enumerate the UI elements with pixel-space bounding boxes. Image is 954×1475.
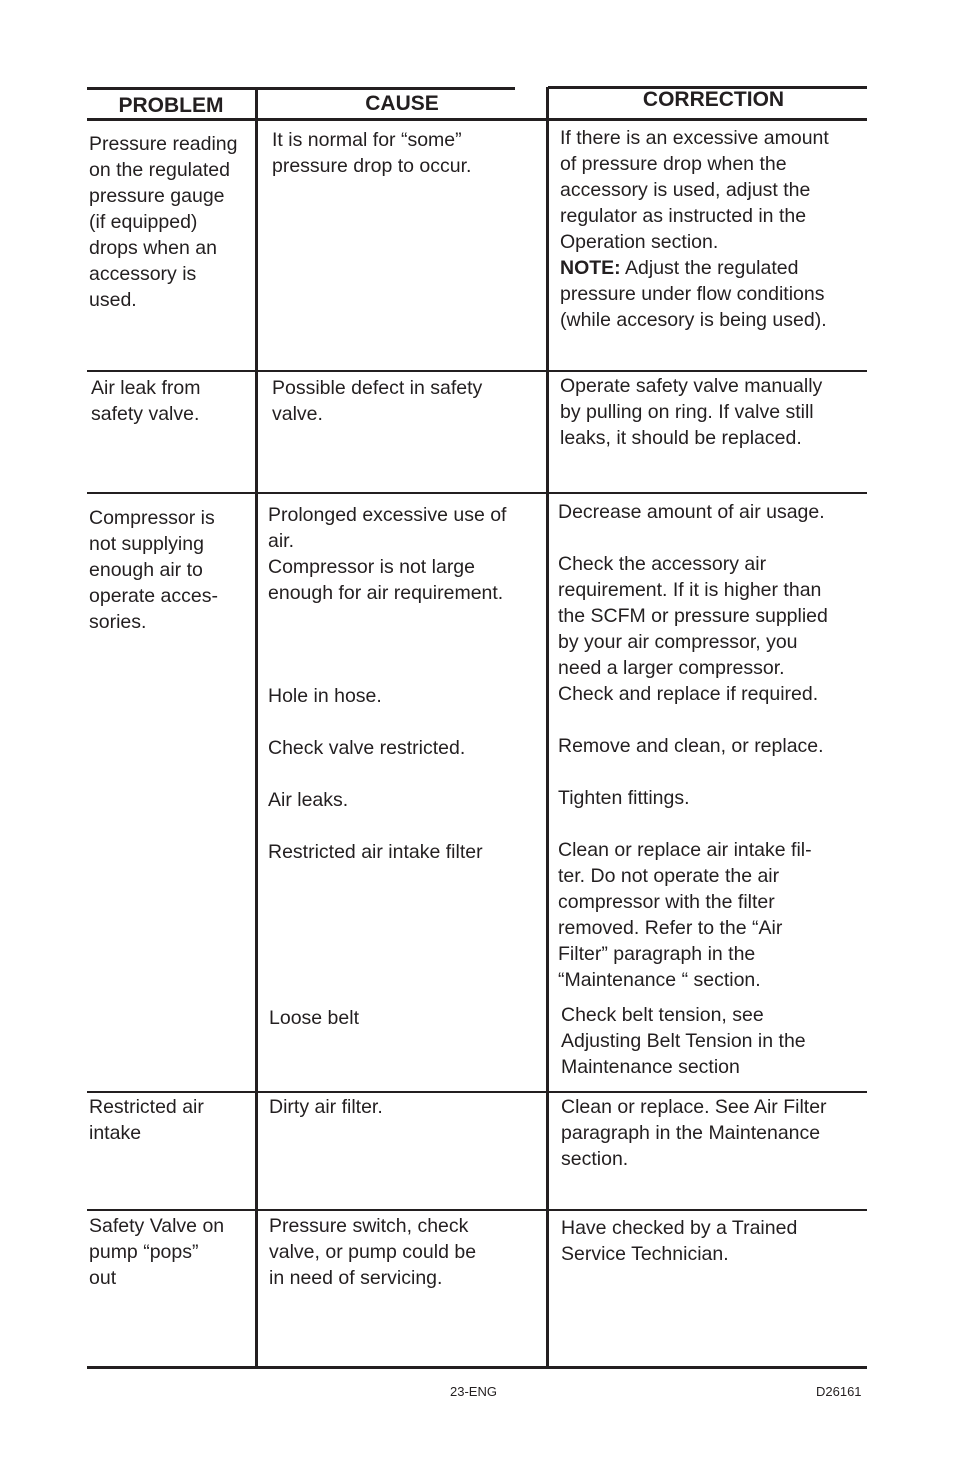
table-bottom-rule (87, 1366, 867, 1369)
row1-correction (560, 125, 867, 333)
row4-correction: Clean or replace. See Air Filter paragraph in the Maintenance section. (561, 1096, 827, 1170)
row3-correction-7: Check belt tension, see Adjusting Belt Tension in the Maintenance section (561, 1004, 806, 1078)
row3-cause-1: Prolonged excessive use of air. (268, 504, 507, 552)
header-correction: CORRECTION (642, 88, 785, 111)
row2-correction: Operate safety valve manually by pulling on ring. If valve still leaks, it should be replaced. (560, 375, 823, 449)
row3-cause-3: Hole in hose. (268, 685, 382, 707)
row3-cause-5: Air leaks. (268, 789, 349, 811)
row-divider-2 (87, 492, 867, 494)
column-divider-1 (255, 88, 258, 1369)
row3-cause-6: Restricted air intake filter (268, 841, 483, 863)
row5-problem: Safety Valve on pump “pops” out (89, 1215, 225, 1289)
row2-cause: Possible defect in safety valve. (272, 377, 483, 425)
row3-correction-6: Clean or replace air intake fil- ter. Do not operate the air compressor with the filter removed. Refer to the “Air Filter” paragraph in the “Maintenance “ section. (558, 839, 812, 991)
row3-correction-1: Decrease amount of air usage. (558, 501, 825, 523)
row1-correction-text: If there is an excessive amount of pressure drop when the accessory is used, adjust the regulator as instructed in the Operation section. (560, 127, 829, 253)
row3-correction-4: Remove and clean, or replace. (558, 735, 824, 757)
row-divider-3 (87, 1091, 867, 1093)
row1-note-text: Adjust the regulated pressure under flow conditions (while accesory is being used). (560, 257, 827, 331)
row3-problem: Compressor is not supplying enough air to operate acces- sories. (89, 507, 218, 633)
header-top-rule-left (87, 87, 515, 90)
row2-problem: Air leak from safety valve. (91, 377, 201, 425)
row-divider-4 (87, 1209, 867, 1211)
header-problem: PROBLEM (118, 94, 224, 117)
footer-page-number: 23-ENG (450, 1384, 497, 1399)
row1-cause: It is normal for “some” pressure drop to occur. (272, 129, 472, 177)
row4-cause: Dirty air filter. (269, 1096, 383, 1118)
header-bottom-rule (87, 118, 867, 121)
row3-cause-4: Check valve restricted. (268, 737, 466, 759)
row1-problem: Pressure reading on the regulated pressure gauge (if equipped) drops when an accessory is used. (89, 133, 238, 311)
column-divider-2 (546, 87, 549, 1369)
row1-note-label: NOTE: (560, 257, 621, 279)
footer-document-code: D26161 (816, 1384, 862, 1399)
row3-cause-7: Loose belt (269, 1007, 359, 1029)
row4-problem: Restricted air intake (89, 1096, 204, 1144)
row3-correction-5: Tighten fittings. (558, 787, 690, 809)
row-divider-1 (87, 370, 867, 372)
row5-correction: Have checked by a Trained Service Technician. (561, 1217, 798, 1265)
row5-cause: Pressure switch, check valve, or pump could be in need of servicing. (269, 1215, 477, 1289)
row3-correction-3: Check and replace if required. (558, 683, 819, 705)
row3-cause-2: Compressor is not large enough for air requirement. (268, 556, 504, 604)
header-cause: CAUSE (365, 92, 439, 115)
row3-correction-2: Check the accessory air requirement. If it is higher than the SCFM or pressure supplied by your air compressor, you need a larger compressor. (558, 553, 828, 679)
